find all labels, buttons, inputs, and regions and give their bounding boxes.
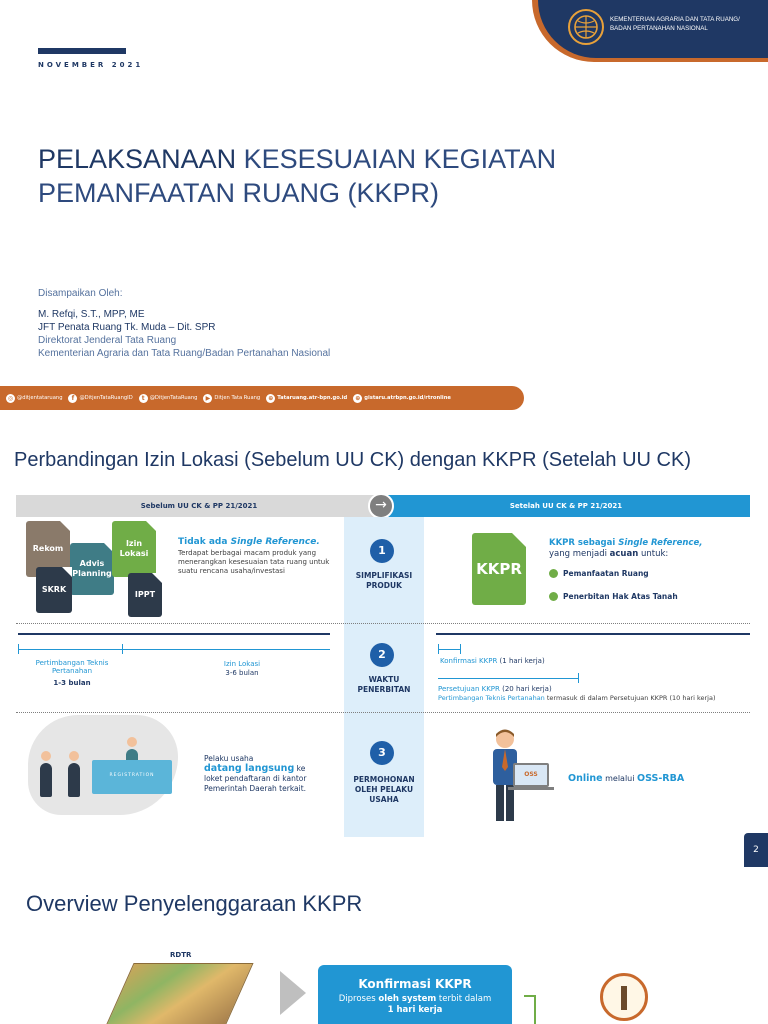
twitter-icon: t — [139, 394, 148, 403]
social-text: @ditjentataruang — [17, 395, 63, 401]
konfirmasi-label — [440, 657, 545, 665]
before-heading-a: Tidak ada — [178, 537, 231, 547]
laptop-label: OSS — [524, 771, 538, 778]
box-text-a: Diproses — [338, 994, 379, 1004]
timeline-tick — [122, 644, 123, 654]
social-youtube[interactable] — [203, 394, 260, 403]
before-app-heading: datang langsung — [204, 763, 295, 774]
before-app-text-b: loket pendaftaran di kantor Pemerintah Daerah terkait. — [204, 774, 307, 793]
header-after: Setelah UU CK & PP 21/2021 — [382, 495, 750, 517]
page-number: 2 — [744, 833, 768, 867]
before-app-text-a: ke — [294, 764, 306, 773]
instagram-icon: ◎ — [7, 394, 14, 402]
title-line2: PEMANFAATAN RUANG (KKPR) — [38, 178, 440, 208]
social-bar — [0, 386, 524, 410]
box-text-c: terbit dalam — [436, 994, 492, 1004]
ministry-banner — [538, 0, 768, 58]
timeline-tick — [460, 644, 461, 654]
pt-note-name: Pertimbangan Teknis Pertanahan — [438, 694, 545, 702]
timeline-before-top — [18, 633, 330, 635]
presenter-ministry: Kementerian Agraria dan Tata Ruang/Badan Pertanahan Nasional — [38, 348, 331, 359]
social-web-2[interactable] — [353, 394, 451, 403]
doc-label: Rekom — [32, 544, 64, 553]
timeline-before — [18, 649, 330, 650]
timeline-izin-value: 3-6 bulan — [225, 669, 259, 677]
presenter-name: M. Refqi, S.T., MPP, ME — [38, 309, 145, 320]
box-text-d: 1 hari kerja — [387, 1005, 443, 1015]
before-application-text — [204, 754, 334, 794]
slide-overview — [0, 867, 768, 1024]
row-divider — [16, 712, 750, 713]
pt-note-text: termasuk di dalam Persetujuan KKPR (10 hari kerja) — [544, 694, 716, 702]
step-2-badge: 2 — [370, 643, 394, 667]
social-web-1[interactable] — [266, 394, 347, 403]
title-rest: KESESUAIAN KEGIATAN — [236, 144, 557, 174]
laptop-base — [508, 787, 554, 790]
ministry-logo-icon — [568, 9, 604, 45]
pt-note — [438, 694, 716, 702]
social-text: Tataruang.atr-bpn.go.id — [277, 395, 348, 401]
presenter-directorate: Direktorat Jenderal Tata Ruang — [38, 335, 177, 346]
timeline-after-top — [436, 633, 750, 635]
check-circle-icon — [549, 592, 558, 601]
desk-label: REGISTRATION — [109, 773, 155, 778]
social-facebook[interactable] — [68, 394, 132, 403]
agency-seal-icon — [600, 973, 648, 1021]
konfirmasi-box-heading: Konfirmasi KKPR — [358, 977, 472, 991]
online-label: Online — [568, 773, 603, 784]
facebook-icon: f — [68, 394, 77, 403]
persetujuan-duration: (20 hari kerja) — [499, 685, 552, 693]
konfirmasi-box — [318, 965, 512, 1024]
social-text: @DitjenTataRuang — [149, 395, 198, 401]
presenter-label: Disampaikan Oleh: — [38, 288, 123, 299]
persetujuan-label — [438, 685, 552, 693]
konfirmasi-name: Konfirmasi KKPR — [440, 657, 498, 665]
before-simplification-desc: Terdapat berbagai macam produk yang menerangkan kesesuaian tata ruang untuk suatu rencana usaha/investasi — [178, 549, 330, 575]
comparison-title: Perbandingan Izin Lokasi (Sebelum UU CK) dengan KKPR (Setelah UU CK) — [14, 449, 692, 471]
after-simplification-text — [549, 538, 749, 602]
slide-comparison — [0, 415, 768, 867]
presenter-position: JFT Penata Ruang Tk. Muda – Dit. SPR — [38, 322, 216, 333]
social-text: Ditjen Tata Ruang — [214, 395, 261, 401]
social-twitter[interactable] — [139, 394, 198, 403]
row-divider — [16, 623, 750, 624]
ministry-line2: BADAN PERTANAHAN NASIONAL — [610, 25, 708, 32]
header-before: Sebelum UU CK & PP 21/2021 — [16, 495, 382, 517]
social-text: gistaru.atrbpn.go.id/rtronline — [364, 395, 451, 401]
oss-label: OSS-RBA — [637, 773, 685, 784]
bullet-item — [549, 591, 749, 602]
globe-icon: ⊕ — [355, 394, 361, 402]
doc-ippt-icon — [128, 573, 162, 617]
timeline-tick — [438, 644, 439, 654]
ministry-line1: KEMENTERIAN AGRARIA DAN TATA RUANG/ — [610, 16, 740, 23]
overview-title: Overview Penyelenggaraan KKPR — [26, 891, 363, 916]
after-text-b: acuan — [609, 549, 639, 559]
rdtr-map-illustration — [102, 963, 253, 1024]
after-heading-a: KKPR sebagai — [549, 538, 619, 548]
konfirmasi-duration: (1 hari kerja) — [497, 657, 545, 665]
step-2-label: WAKTU PENERBITAN — [357, 675, 411, 694]
step-3-label: PERMOHONAN OLEH PELAKU USAHA — [353, 775, 415, 804]
step-1-label: SIMPLIFIKASI PRODUK — [355, 571, 413, 590]
date-label: NOVEMBER 2021 — [38, 61, 144, 69]
timeline-konfirmasi — [438, 649, 460, 650]
doc-label: Advis Planning — [72, 559, 112, 578]
person-icon — [68, 763, 80, 797]
check-circle-icon — [549, 569, 558, 578]
before-heading-b: Single Reference. — [230, 537, 320, 547]
persetujuan-name: Persetujuan KKPR — [438, 685, 500, 693]
box-text-b: oleh system — [378, 994, 437, 1004]
connector-bracket — [524, 995, 536, 1024]
timeline-izin-label: Izin Lokasi — [223, 660, 261, 668]
laptop-icon — [513, 763, 549, 787]
kkpr-doc-label: KKPR — [476, 560, 522, 578]
slide-cover — [0, 0, 768, 415]
kkpr-document-icon — [472, 533, 526, 605]
before-simplification-text — [178, 538, 336, 576]
doc-label: IPPT — [134, 590, 156, 599]
doc-advis-icon — [70, 543, 114, 595]
timeline-pt-label: Pertimbangan Teknis Pertanahan — [35, 659, 109, 675]
doc-skrk-icon — [36, 567, 72, 613]
bullet-text: Pemanfaatan Ruang — [563, 569, 649, 578]
timeline-persetujuan — [438, 678, 578, 679]
presenter-block — [38, 288, 330, 360]
after-heading-b: Single Reference, — [618, 538, 703, 548]
title-strong: PELAKSANAAN — [38, 144, 237, 174]
timeline-pt-value: 1-3 bulan — [53, 679, 91, 687]
rdtr-label: RDTR — [170, 951, 192, 959]
process-arrow-icon — [280, 971, 306, 1015]
globe-icon: ⊕ — [268, 394, 274, 402]
top-accent-bar — [38, 48, 126, 54]
youtube-icon: ▶ — [203, 394, 212, 403]
step-3-badge: 3 — [370, 741, 394, 765]
doc-label: Izin Lokasi — [119, 539, 149, 558]
doc-label: SKRK — [41, 585, 67, 594]
ministry-name — [610, 15, 740, 33]
step-1-badge: 1 — [370, 539, 394, 563]
person-icon — [40, 763, 52, 797]
bullet-text: Penerbitan Hak Atas Tanah — [563, 592, 678, 601]
doc-izin-lokasi-icon — [112, 521, 156, 577]
before-app-line1: Pelaku usaha — [204, 754, 254, 763]
after-text-c: untuk: — [638, 549, 669, 559]
timeline-tick — [18, 644, 19, 654]
cover-title — [38, 142, 556, 210]
timeline-tick — [578, 673, 579, 683]
social-instagram[interactable] — [6, 394, 62, 403]
after-application-text — [568, 773, 684, 784]
konfirmasi-box-text — [318, 994, 512, 1016]
arrow-right-icon: → — [368, 493, 394, 519]
social-text: @DitjenTataRuangID — [79, 395, 133, 401]
via-label: melalui — [602, 774, 638, 783]
after-text-a: yang menjadi — [549, 549, 610, 559]
bullet-item — [549, 568, 749, 579]
registration-desk — [92, 760, 172, 794]
